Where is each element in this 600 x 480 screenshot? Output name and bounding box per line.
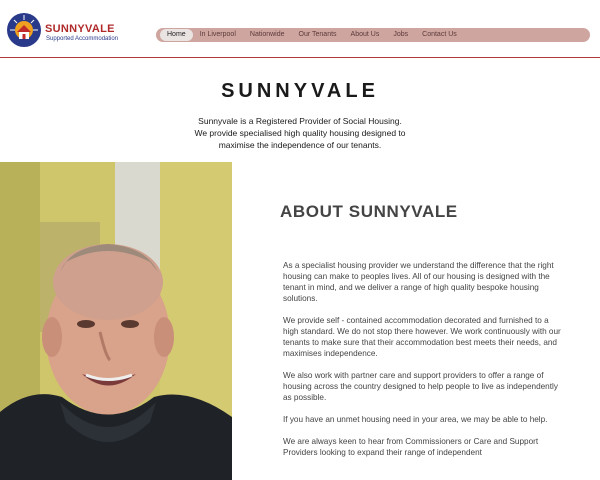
nav-item-in-liverpool[interactable]: In Liverpool [199,31,236,38]
about-paragraph: We are always keen to hear from Commissioners or Care and Support Providers looking to expand their range of independent [283,437,539,457]
hero-intro-line-1: Sunnyvale is a Registered Provider of Social Housing. [198,116,402,126]
brand-name[interactable]: SUNNYVALE [45,23,115,35]
about-body [283,260,561,469]
nav-item-home[interactable]: Home [160,29,193,41]
brand-tagline: Supported Accommodation [46,36,119,42]
nav-item-contact-us[interactable]: Contact Us [422,31,457,38]
sun-house-logo-icon[interactable] [6,12,42,48]
about-paragraph: We provide self - contained accommodation decorated and furnished to a high standard. We do not stop there however. We work continuously with our tenants to make sure that their accommodation best meets their needs, and maximises independence. [283,316,561,358]
nav-item-jobs[interactable]: Jobs [393,31,409,38]
tenant-photo [0,162,232,480]
nav-item-our-tenants[interactable]: Our Tenants [298,31,337,38]
about-paragraph: As a specialist housing provider we understand the difference that the right housing can make to peoples lives. All of our housing is designed with the tenant in mind, and we deliver a range of high quality bespoke housing solutions. [283,261,554,303]
about-paragraph: We also work with partner care and support providers to offer a range of housing across the country designed to help people to live as independently as possible. [283,371,558,402]
hero-intro [150,115,450,151]
tenant-portrait-illustration [0,162,232,480]
hero-title: SUNNYVALE [221,80,379,102]
about-paragraph: If you have an unmet housing need in your area, we may be able to help. [283,415,548,424]
nav-item-nationwide[interactable]: Nationwide [249,31,285,38]
hero-intro-line-3: maximise the independence of our tenants. [218,140,382,150]
site-header [0,0,600,58]
hero-intro-line-2: We provide specialised high quality housing designed to [194,128,406,138]
nav-item-about-us[interactable]: About Us [350,31,380,38]
about-title: ABOUT SUNNYVALE [280,202,458,221]
main-nav [156,28,590,42]
